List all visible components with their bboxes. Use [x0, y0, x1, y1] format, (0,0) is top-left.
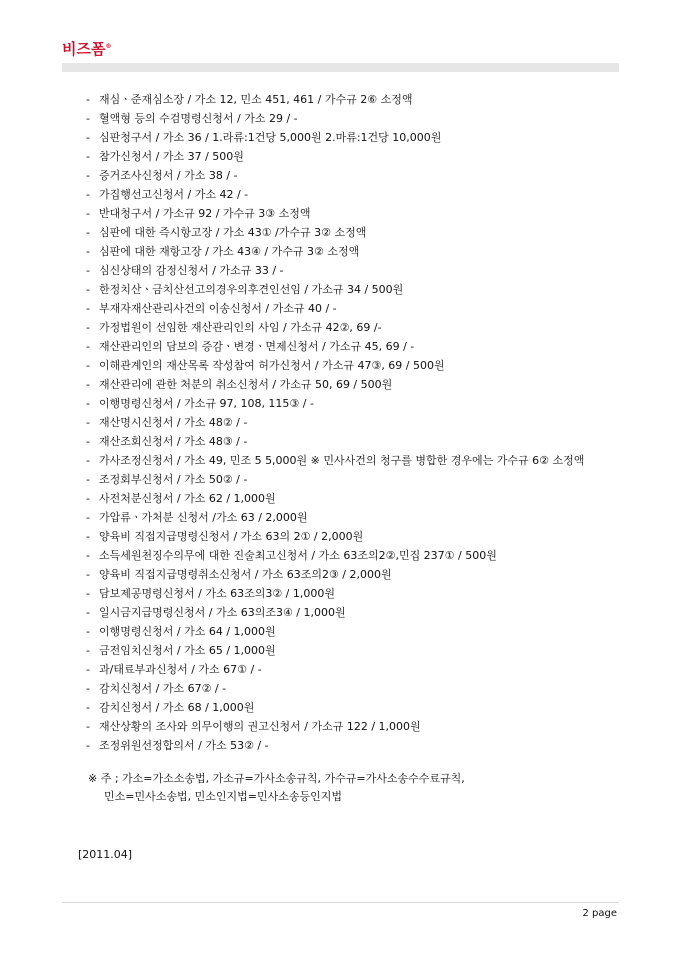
list-item-text: 심신상태의 감정신청서 / 가소규 33 / -	[99, 264, 284, 277]
list-item	[86, 318, 618, 337]
list-item-text: 증거조사신청서 / 가소 38 / -	[99, 169, 238, 182]
list-item-text: 가사조정신청서 / 가소 49, 민조 5 5,000원 ※ 민사사건의 청구를 병합한 경우에는 가수규 6② 소정액	[99, 454, 585, 467]
list-item-text: 금전임치신청서 / 가소 65 / 1,000원	[99, 644, 276, 657]
bullet-dash: -	[86, 511, 90, 524]
bullet-dash: -	[86, 530, 90, 543]
bullet-dash: -	[86, 112, 90, 125]
notes-line-2: 민소=민사소송법, 민소인지법=민사소송등인지법	[104, 790, 342, 803]
fee-list	[86, 90, 618, 755]
list-item-text: 가압류ㆍ가처분 신청서 /가소 63 / 2,000원	[99, 511, 308, 524]
list-item	[86, 337, 618, 356]
bullet-dash: -	[86, 644, 90, 657]
bullet-dash: -	[86, 492, 90, 505]
list-item-text: 심판청구서 / 가소 36 / 1.라류:1건당 5,000원 2.마류:1건당 10,000원	[99, 131, 442, 144]
list-item	[86, 527, 618, 546]
list-item-text: 재산상황의 조사와 의무이행의 권고신청서 / 가소규 122 / 1,000원	[99, 720, 421, 733]
abbreviation-notes	[88, 770, 608, 806]
list-item-text: 감치신청서 / 가소 67② / -	[99, 682, 227, 695]
list-item-text: 과/태료부과신청서 / 가소 67① / -	[99, 663, 262, 676]
list-item	[86, 603, 618, 622]
header-bar	[62, 63, 619, 72]
bullet-dash: -	[86, 720, 90, 733]
registered-mark: ®	[105, 43, 112, 50]
list-item	[86, 166, 618, 185]
list-item-text: 한정치산ㆍ금치산선고의경우의후견인선임 / 가소규 34 / 500원	[99, 283, 404, 296]
list-item	[86, 584, 618, 603]
list-item	[86, 356, 618, 375]
list-item-text: 담보제공명령신청서 / 가소 63조의3② / 1,000원	[99, 587, 336, 600]
list-item-text: 사전처분신청서 / 가소 62 / 1,000원	[99, 492, 276, 505]
footer-divider	[62, 902, 619, 903]
list-item-text: 재산명시신청서 / 가소 48② / -	[99, 416, 248, 429]
list-item	[86, 204, 618, 223]
notes-line-1: ※ 주 ; 가소=가소소송법, 가소규=가사소송규칙, 가수규=가사소송수수료규칙,	[88, 772, 465, 785]
list-item	[86, 470, 618, 489]
list-item	[86, 109, 618, 128]
list-item	[86, 299, 618, 318]
list-item	[86, 128, 618, 147]
list-item	[86, 660, 618, 679]
list-item-text: 이해관계인의 재산목록 작성참여 허가신청서 / 가소규 47③, 69 / 500원	[99, 359, 445, 372]
list-item	[86, 679, 618, 698]
list-item	[86, 394, 618, 413]
list-item	[86, 90, 618, 109]
bullet-dash: -	[86, 435, 90, 448]
bullet-dash: -	[86, 93, 90, 106]
bullet-dash: -	[86, 302, 90, 315]
list-item	[86, 242, 618, 261]
bullet-dash: -	[86, 340, 90, 353]
list-item	[86, 280, 618, 299]
bullet-dash: -	[86, 131, 90, 144]
bullet-dash: -	[86, 207, 90, 220]
bullet-dash: -	[86, 150, 90, 163]
bullet-dash: -	[86, 682, 90, 695]
bullet-dash: -	[86, 587, 90, 600]
revision-date: [2011.04]	[78, 848, 133, 861]
list-item-text: 재산관리인의 담보의 증감ㆍ변경ㆍ면제신청서 / 가소규 45, 69 / -	[99, 340, 415, 353]
list-item-text: 반대청구서 / 가소규 92 / 가수규 3③ 소정액	[99, 207, 311, 220]
bullet-dash: -	[86, 549, 90, 562]
bullet-dash: -	[86, 625, 90, 638]
page-number: 2 page	[582, 908, 617, 919]
bullet-dash: -	[86, 226, 90, 239]
list-item	[86, 508, 618, 527]
list-item	[86, 432, 618, 451]
list-item-text: 양육비 직접지급명령신청서 / 가소 63의 2① / 2,000원	[99, 530, 364, 543]
list-item	[86, 489, 618, 508]
list-item	[86, 698, 618, 717]
bullet-dash: -	[86, 701, 90, 714]
bullet-dash: -	[86, 378, 90, 391]
list-item-text: 조정위원선정합의서 / 가소 53② / -	[99, 739, 269, 752]
list-item	[86, 622, 618, 641]
list-item-text: 재산조회신청서 / 가소 48③ / -	[99, 435, 248, 448]
bullet-dash: -	[86, 663, 90, 676]
list-item	[86, 641, 618, 660]
list-item	[86, 451, 618, 470]
list-item	[86, 565, 618, 584]
bullet-dash: -	[86, 359, 90, 372]
list-item-text: 혈액형 등의 수검명령신청서 / 가소 29 / -	[99, 112, 298, 125]
list-item	[86, 717, 618, 736]
list-item-text: 재산관리에 관한 처분의 취소신청서 / 가소규 50, 69 / 500원	[99, 378, 393, 391]
list-item	[86, 261, 618, 280]
bullet-dash: -	[86, 606, 90, 619]
list-item-text: 이행명령신청서 / 가소 64 / 1,000원	[99, 625, 276, 638]
list-item	[86, 147, 618, 166]
list-item-text: 소득세원천징수의무에 대한 진술최고신청서 / 가소 63조의2②,민집 237① / 500원	[99, 549, 497, 562]
bullet-dash: -	[86, 264, 90, 277]
bullet-dash: -	[86, 416, 90, 429]
bullet-dash: -	[86, 454, 90, 467]
list-item-text: 감치신청서 / 가소 68 / 1,000원	[99, 701, 255, 714]
list-item-text: 심판에 대한 재항고장 / 가소 43④ / 가수규 3② 소정액	[99, 245, 360, 258]
list-item	[86, 736, 618, 755]
list-item	[86, 413, 618, 432]
list-item	[86, 546, 618, 565]
bullet-dash: -	[86, 169, 90, 182]
bullet-dash: -	[86, 188, 90, 201]
list-item-text: 이행명령신청서 / 가소규 97, 108, 115③ / -	[99, 397, 314, 410]
list-item-text: 조정회부신청서 / 가소 50② / -	[99, 473, 248, 486]
list-item-text: 심판에 대한 즉시항고장 / 가소 43① /가수규 3② 소정액	[99, 226, 367, 239]
bullet-dash: -	[86, 321, 90, 334]
list-item-text: 재심ㆍ준재심소장 / 가소 12, 민소 451, 461 / 가수규 2⑥ 소정액	[99, 93, 413, 106]
logo-text: 비즈폼	[62, 40, 106, 58]
list-item-text: 참가신청서 / 가소 37 / 500원	[99, 150, 244, 163]
list-item-text: 양육비 직접지급명령취소신청서 / 가소 63조의2③ / 2,000원	[99, 568, 392, 581]
list-item-text: 가집행선고신청서 / 가소 42 / -	[99, 188, 249, 201]
list-item-text: 일시금지급명령신청서 / 가소 63의조3④ / 1,000원	[99, 606, 346, 619]
list-item	[86, 185, 618, 204]
list-item-text: 부재자재산관리사건의 이송신청서 / 가소규 40 / -	[99, 302, 337, 315]
bullet-dash: -	[86, 245, 90, 258]
bizform-logo	[62, 38, 111, 59]
list-item-text: 가정법원이 선임한 재산관리인의 사임 / 가소규 42②, 69 /-	[99, 321, 382, 334]
bullet-dash: -	[86, 739, 90, 752]
bullet-dash: -	[86, 283, 90, 296]
list-item	[86, 223, 618, 242]
bullet-dash: -	[86, 473, 90, 486]
bullet-dash: -	[86, 568, 90, 581]
bullet-dash: -	[86, 397, 90, 410]
list-item	[86, 375, 618, 394]
